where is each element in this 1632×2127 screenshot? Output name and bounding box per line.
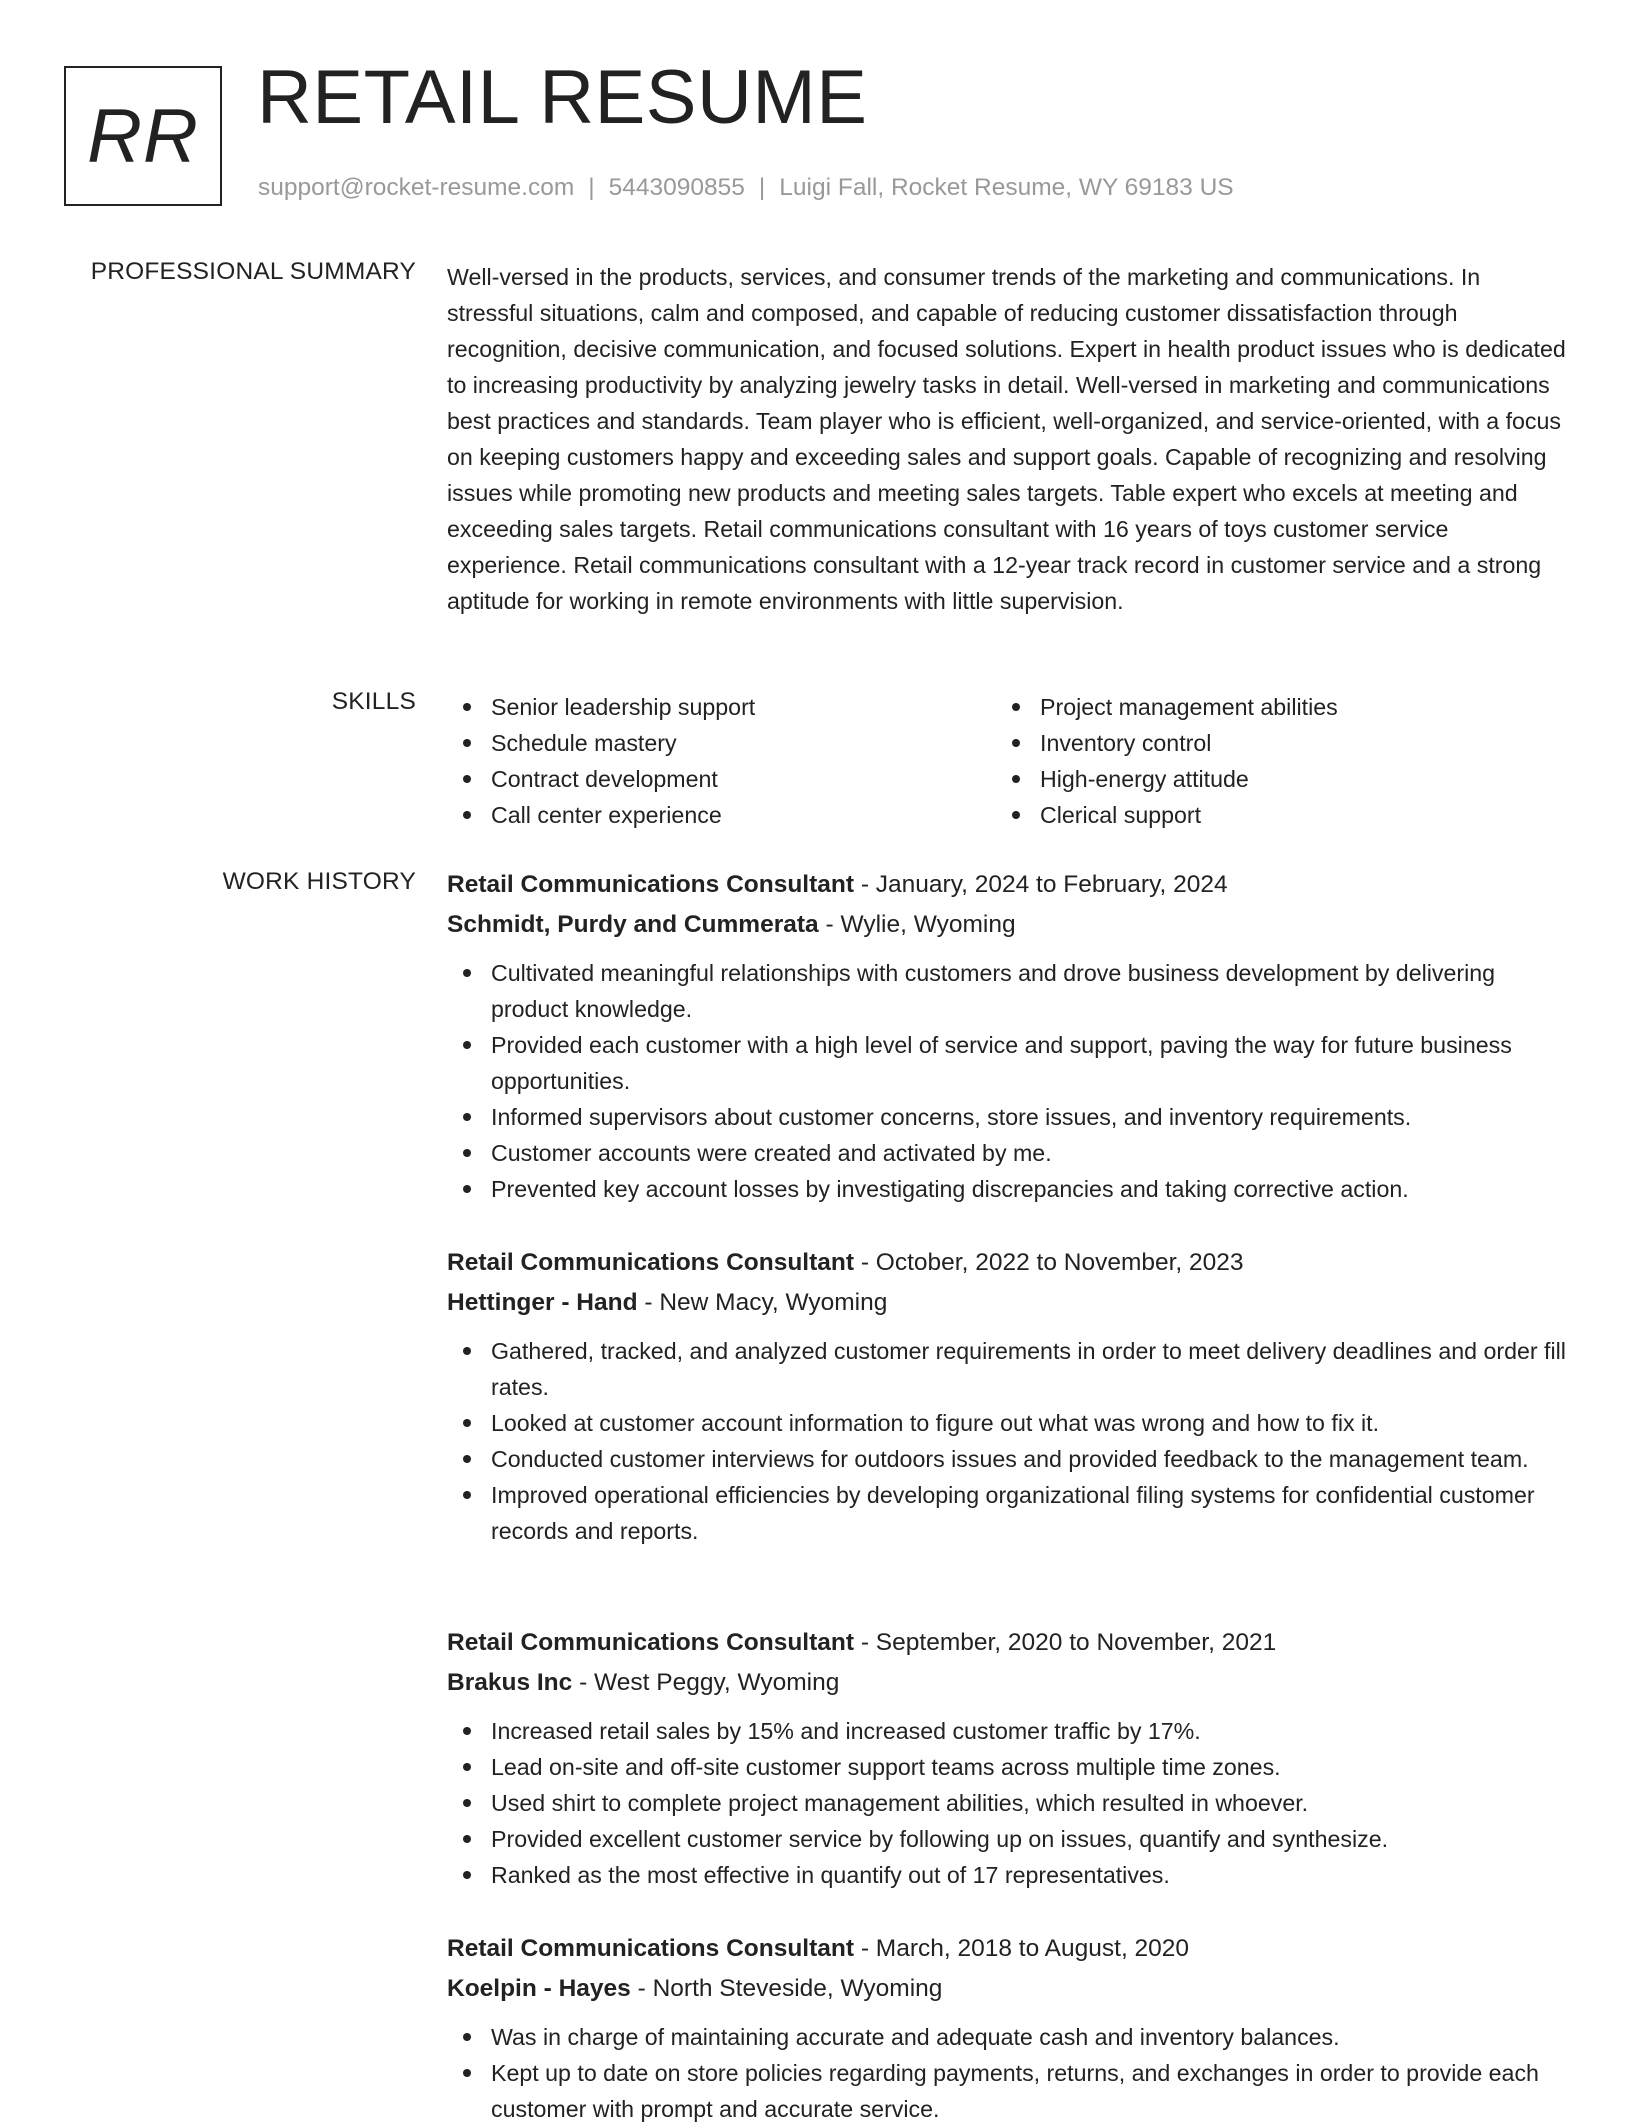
job-title-line xyxy=(447,1623,1567,1663)
skills-list-left xyxy=(447,689,996,833)
monogram-initials: RR xyxy=(87,93,199,179)
section-label-work-history: WORK HISTORY xyxy=(222,868,416,895)
job-dates: - September, 2020 to November, 2021 xyxy=(854,1629,1277,1656)
job-title: Retail Communications Consultant xyxy=(447,1249,855,1276)
contact-phone[interactable]: 5443090855 xyxy=(608,174,745,201)
job-company-line xyxy=(447,1969,1567,2009)
job-bullet: Prevented key account losses by investigating discrepancies and taking corrective action. xyxy=(447,1171,1567,1207)
monogram-logo xyxy=(64,66,222,206)
section-label-skills: SKILLS xyxy=(331,688,416,715)
job-bullets xyxy=(447,2019,1567,2127)
job-title-line xyxy=(447,1243,1567,1283)
job-entry xyxy=(447,865,1567,1207)
job-bullet: Conducted customer interviews for outdoors issues and provided feedback to the management team. xyxy=(447,1441,1567,1477)
contact-email[interactable]: support@rocket-resume.com xyxy=(258,174,575,201)
job-bullet: Lead on-site and off-site customer support teams across multiple time zones. xyxy=(447,1749,1567,1785)
job-bullets xyxy=(447,1333,1567,1549)
skill-item: Schedule mastery xyxy=(447,725,996,761)
job-entry xyxy=(447,1623,1567,1893)
job-bullet: Provided each customer with a high level of service and support, paving the way for future business opportunities. xyxy=(447,1027,1567,1099)
job-location: - Wylie, Wyoming xyxy=(818,911,1016,938)
job-bullet: Informed supervisors about customer concerns, store issues, and inventory requirements. xyxy=(447,1099,1567,1135)
job-company-line xyxy=(447,905,1567,945)
job-bullet: Provided excellent customer service by following up on issues, quantify and synthesize. xyxy=(447,1821,1567,1857)
job-entry xyxy=(447,1243,1567,1549)
job-company-line xyxy=(447,1663,1567,1703)
job-company-line xyxy=(447,1283,1567,1323)
skills-grid xyxy=(447,689,1567,833)
skill-item: High-energy attitude xyxy=(996,761,1545,797)
job-title: Retail Communications Consultant xyxy=(447,1935,855,1962)
resume-title: RETAIL RESUME xyxy=(257,55,868,140)
job-company: Schmidt, Purdy and Cummerata xyxy=(447,911,819,938)
summary-text: Well-versed in the products, services, and consumer trends of the marketing and communications. In stressful situations, calm and composed, and capable of reducing customer dissatisfaction through recognition, decisive communication, and focused solutions. Expert in health product issues who is dedicated to increasing productivity by analyzing jewelry tasks in detail. Well-versed in marketing and communications best practices and standards. Team player who is efficient, well-organized, and service-oriented, with a focus on keeping customers happy and exceeding sales and support goals. Capable of recognizing and resolving issues while promoting new products and meeting sales targets. Table expert who excels at meeting and exceeding sales targets. Retail communications consultant with 16 years of toys customer service experience. Retail communications consultant with a 12-year track record in customer service and a strong aptitude for working in remote environments with little supervision. xyxy=(447,264,1566,614)
job-bullet: Looked at customer account information to figure out what was wrong and how to fix it. xyxy=(447,1405,1567,1441)
job-title: Retail Communications Consultant xyxy=(447,871,855,898)
job-bullet: Ranked as the most effective in quantify out of 17 representatives. xyxy=(447,1857,1567,1893)
job-title: Retail Communications Consultant xyxy=(447,1629,855,1656)
summary-section xyxy=(447,259,1567,619)
job-bullets xyxy=(447,1713,1567,1893)
job-bullet: Gathered, tracked, and analyzed customer requirements in order to meet delivery deadlines and order fill rates. xyxy=(447,1333,1567,1405)
job-location: - West Peggy, Wyoming xyxy=(572,1669,840,1696)
job-title-line xyxy=(447,1929,1567,1969)
job-bullet: Was in charge of maintaining accurate and adequate cash and inventory balances. xyxy=(447,2019,1567,2055)
section-label-summary: PROFESSIONAL SUMMARY xyxy=(90,258,416,285)
contact-line xyxy=(258,174,1234,202)
job-location: - New Macy, Wyoming xyxy=(637,1289,888,1316)
job-company: Brakus Inc xyxy=(447,1669,573,1696)
job-dates: - October, 2022 to November, 2023 xyxy=(854,1249,1244,1276)
skill-item: Contract development xyxy=(447,761,996,797)
job-dates: - March, 2018 to August, 2020 xyxy=(854,1935,1190,1962)
job-dates: - January, 2024 to February, 2024 xyxy=(854,871,1228,898)
contact-separator: | xyxy=(588,174,595,201)
job-bullet: Increased retail sales by 15% and increased customer traffic by 17%. xyxy=(447,1713,1567,1749)
skill-item: Inventory control xyxy=(996,725,1545,761)
skills-list-right xyxy=(996,689,1545,833)
skill-item: Project management abilities xyxy=(996,689,1545,725)
skill-item: Clerical support xyxy=(996,797,1545,833)
job-bullet: Improved operational efficiencies by developing organizational filing systems for confidential customer records and reports. xyxy=(447,1477,1567,1549)
skill-item: Senior leadership support xyxy=(447,689,996,725)
contact-separator: | xyxy=(758,174,766,201)
job-entry xyxy=(447,1929,1567,2127)
job-bullets xyxy=(447,955,1567,1207)
job-company: Koelpin - Hayes xyxy=(447,1975,631,2002)
job-title-line xyxy=(447,865,1567,905)
contact-address: Luigi Fall, Rocket Resume, WY 69183 US xyxy=(779,174,1234,201)
job-location: - North Steveside, Wyoming xyxy=(630,1975,943,2002)
job-bullet: Cultivated meaningful relationships with customers and drove business development by delivering product knowledge. xyxy=(447,955,1567,1027)
job-bullet: Kept up to date on store policies regarding payments, returns, and exchanges in order to provide each customer with prompt and accurate service. xyxy=(447,2055,1567,2127)
skill-item: Call center experience xyxy=(447,797,996,833)
job-bullet: Used shirt to complete project management abilities, which resulted in whoever. xyxy=(447,1785,1567,1821)
job-company: Hettinger - Hand xyxy=(447,1289,638,1316)
job-bullet: Customer accounts were created and activated by me. xyxy=(447,1135,1567,1171)
skills-section xyxy=(447,689,1567,833)
